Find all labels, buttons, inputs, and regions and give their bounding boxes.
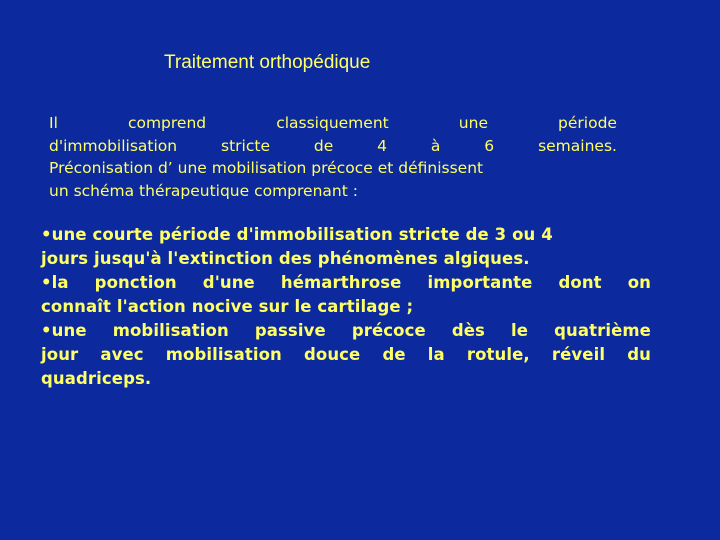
word: ponction [94, 273, 177, 292]
word: de [313, 136, 334, 155]
bullet-list [41, 223, 651, 391]
word: à [430, 136, 441, 155]
bullet-2-line-1 [41, 271, 651, 295]
intro-paragraph [49, 112, 617, 202]
word: du [627, 345, 651, 364]
word: jour [41, 345, 79, 364]
word: mobilisation [165, 345, 282, 364]
word: semaines. [538, 136, 617, 155]
word: Il [49, 114, 58, 132]
bullet-1-line-2: jours jusqu'à l'extinction des phénomènes algiques. [41, 249, 530, 268]
word: •une [41, 321, 87, 340]
bullet-2-line-2: connaît l'action nocive sur le cartilage ; [41, 297, 414, 316]
intro-line-4: un schéma thérapeutique comprenant : [49, 181, 358, 200]
word: de [382, 345, 406, 364]
word: une [458, 114, 488, 132]
word: on [627, 273, 651, 292]
word: stricte [221, 136, 270, 155]
word: réveil [551, 345, 606, 364]
word: mobilisation [112, 321, 229, 340]
bullet-3-line-1 [41, 319, 651, 343]
word: 6 [484, 136, 495, 155]
slide-title: Traitement orthopédique [164, 52, 371, 73]
intro-line-2 [49, 135, 617, 158]
word: hémarthrose [280, 273, 402, 292]
word: importante [427, 273, 533, 292]
word: la [427, 345, 445, 364]
word: classiquement [276, 114, 389, 132]
word: avec [100, 345, 144, 364]
bullet-1-line-1: •une courte période d'immobilisation stricte de 3 ou 4 [41, 225, 553, 244]
intro-line-3: Préconisation d’ une mobilisation précoce et définissent [49, 159, 484, 177]
intro-line-1 [49, 112, 617, 135]
word: d'une [202, 273, 255, 292]
word: douce [303, 345, 361, 364]
word: d'immobilisation [49, 136, 178, 155]
word: comprend [127, 114, 207, 132]
word: période [558, 114, 617, 132]
word: •la [41, 273, 69, 292]
word: quatrième [554, 321, 651, 340]
word: dont [558, 273, 602, 292]
word: précoce [351, 321, 426, 340]
word: 4 [377, 136, 388, 155]
word: dès [451, 321, 485, 340]
bullet-3-line-2 [41, 343, 651, 367]
word: le [511, 321, 529, 340]
word: rotule, [466, 345, 530, 364]
word: passive [254, 321, 326, 340]
bullet-3-line-3: quadriceps. [41, 369, 152, 388]
